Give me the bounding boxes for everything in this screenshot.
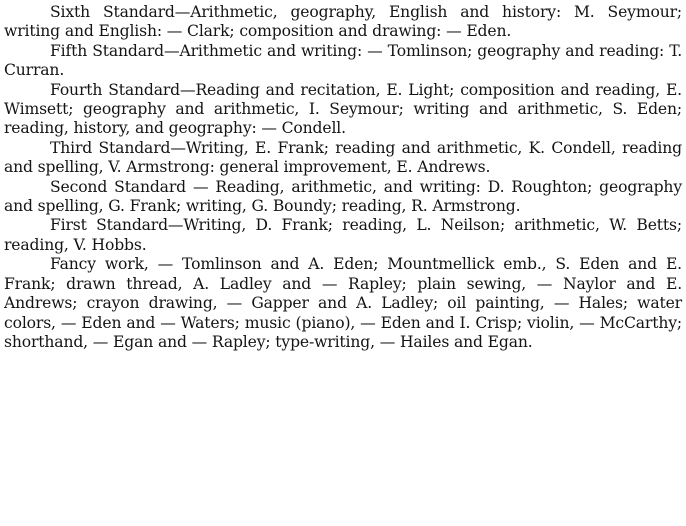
- fourth-standard-paragraph: Fourth Standard—Reading and recitation, E. Light; composition and reading, E. Wimsett; geography and arithmetic, I. Seymour; writing and arithmetic, S. Eden; reading, history, and geography: — Condell.: [4, 80, 682, 138]
- prize-list-column: [4, 3, 682, 352]
- first-standard-paragraph: First Standard—Writing, D. Frank; reading, L. Neilson; arithmetic, W. Betts; reading, V. Hobbs.: [4, 216, 682, 254]
- sixth-standard-paragraph: Sixth Standard—Arithmetic, geography, English and history: M. Seymour; writing and English: — Clark; composition and drawing: — Eden.: [4, 3, 682, 41]
- fifth-standard-paragraph: Fifth Standard—Arithmetic and writing: — Tomlinson; geography and reading: T. Curran.: [4, 41, 682, 80]
- third-standard-paragraph: Third Standard—Writing, E. Frank; reading and arithmetic, K. Condell, reading and spelling, V. Armstrong: general improvement, E. Andrews.: [4, 138, 682, 177]
- second-standard-paragraph: Second Standard — Reading, arithmetic, and writing: D. Roughton; geography and spelling, G. Frank; writing, G. Boundy; reading, R. Armstrong.: [4, 177, 682, 216]
- fancy-work-paragraph: Fancy work, — Tomlinson and A. Eden; Mountmellick emb., S. Eden and E. Frank; drawn thread, A. Ladley and — Rapley; plain sewing, — Naylor and E. Andrews; crayon drawing, — Gapper and A. Ladley; oil painting, — Hales; water colors, — Eden and — Waters; music (piano), — Eden and I. Crisp; violin, — McCarthy; shorthand, — Egan and — Rapley; type-writing, — Hailes and Egan.: [4, 255, 682, 351]
